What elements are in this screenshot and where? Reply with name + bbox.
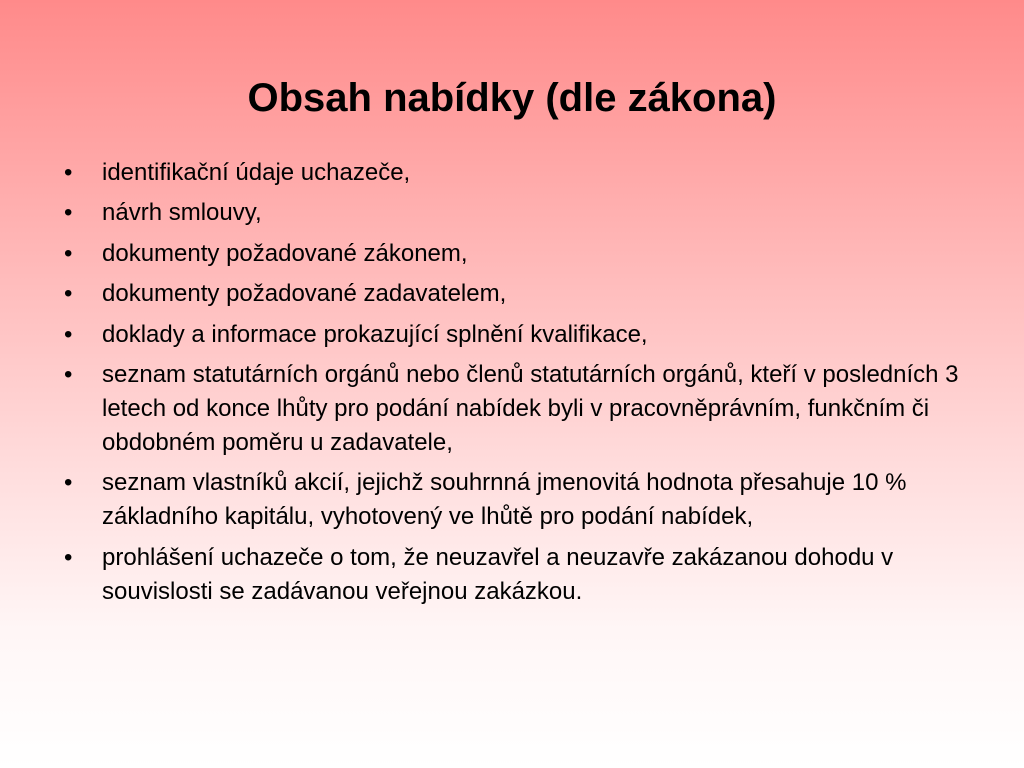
bullet-icon: • xyxy=(64,360,73,388)
list-item xyxy=(64,196,974,230)
list-item-text: dokumenty požadované zadavatelem, xyxy=(102,280,507,308)
list-item-text: seznam vlastníků akcií, jejichž souhrnná jmenovitá hodnota přesahuje 10 % základního kapitálu, vyhotovený ve lhůtě pro podání nabídek, xyxy=(102,469,907,531)
bullet-icon: • xyxy=(64,320,73,348)
list-item-text: dokumenty požadované zákonem, xyxy=(102,239,468,267)
bullet-icon: • xyxy=(64,543,73,571)
bullet-icon: • xyxy=(64,469,73,497)
list-item-text: seznam statutárních orgánů nebo členů statutárních orgánů, kteří v posledních 3 letech od konce lhůty pro podání nabídek byli v pracovněprávním, funkčním či obdobném poměru u zadavatele, xyxy=(102,360,959,456)
bullet-icon: • xyxy=(64,280,73,308)
list-item-text: doklady a informace prokazující splnění kvalifikace, xyxy=(102,320,648,348)
bullet-list xyxy=(64,156,974,615)
bullet-icon: • xyxy=(64,199,73,227)
bullet-icon: • xyxy=(64,159,73,186)
list-item xyxy=(64,358,974,460)
list-item xyxy=(64,237,974,271)
list-item-text: prohlášení uchazeče o tom, že neuzavřel a neuzavře zakázanou dohodu v souvislosti se zadávanou veřejnou zakázkou. xyxy=(102,543,894,605)
list-item xyxy=(64,541,974,609)
list-item xyxy=(64,277,974,311)
list-item xyxy=(64,156,974,190)
bullet-icon: • xyxy=(64,239,73,267)
list-item-text: identifikační údaje uchazeče, xyxy=(102,159,411,186)
slide-title: Obsah nabídky (dle zákona) xyxy=(247,76,777,120)
list-item xyxy=(64,318,974,352)
list-item xyxy=(64,466,974,534)
list-item-text: návrh smlouvy, xyxy=(102,199,262,227)
